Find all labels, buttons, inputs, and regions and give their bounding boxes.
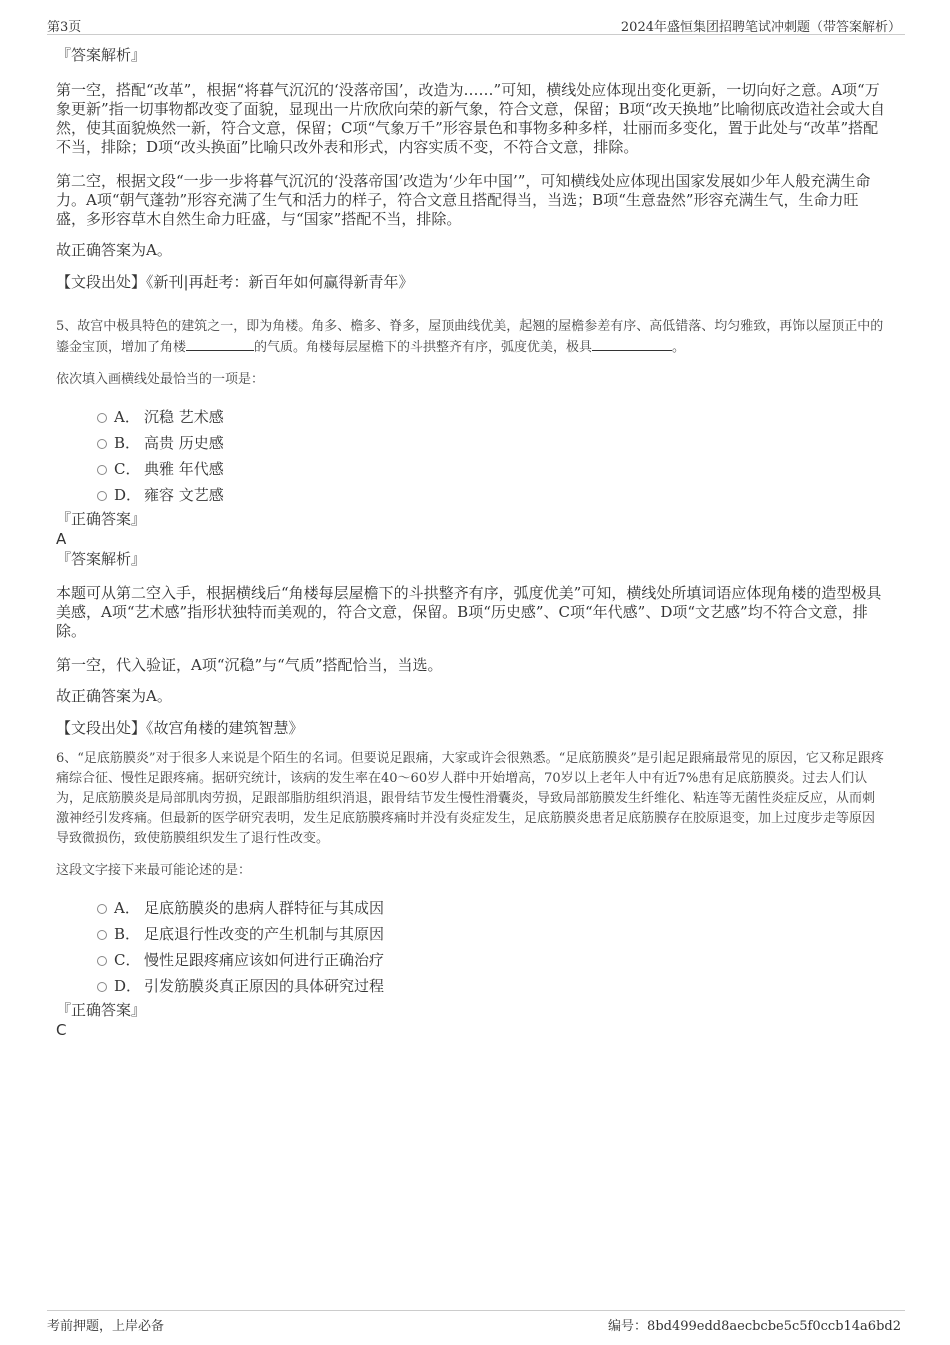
page-footer	[47, 1310, 905, 1333]
question-stem: 6、“足底筋膜炎”对于很多人来说是个陌生的名词。但要说足跟痛，大家或许会很熟悉。“足底筋膜炎”是引起足跟痛最常见的原因，它又称足跟疼痛综合征、慢性足跟疼痛。据研究统计，该病的发生率在40～60岁人群中开始增高，70岁以上老年人中有近7%患有足底筋膜炎。过去人们认为，足底筋膜炎是局部肌肉劳损，足跟部脂肪组织消退，跟骨结节发生慢性滑囊炎，导致局部筋膜发生纤维化、粘连等无菌性炎症反应，从而刺激神经引发疼痛。但最新的医学研究表明，发生足底筋膜疼痛时并没有炎症发生，足底筋膜炎患者足底筋膜存在胶原退变，加上过度步走等原因导致微损伤，致使筋膜组织发生了退行性改变。	[56, 751, 884, 846]
radio-icon[interactable]	[97, 904, 107, 914]
options-list	[56, 895, 886, 999]
options-list	[56, 404, 886, 508]
source-citation: 【文段出处】《新刊|再赶考：新百年如何赢得新青年》	[56, 273, 414, 291]
radio-icon[interactable]	[97, 956, 107, 966]
question-stem	[56, 317, 886, 358]
answer-value: C	[56, 1021, 67, 1039]
option-d[interactable]: D． 引发筋膜炎真正原因的具体研究过程	[56, 973, 886, 999]
fill-blank	[592, 337, 672, 351]
conclusion: 故正确答案为A。	[56, 241, 172, 259]
stem-text: 。	[672, 340, 686, 355]
answer-label: 『正确答案』	[56, 1001, 147, 1019]
analysis-label: 『答案解析』	[56, 46, 147, 64]
radio-icon[interactable]	[97, 439, 107, 449]
fill-blank	[186, 337, 254, 351]
radio-icon[interactable]	[97, 465, 107, 475]
radio-icon[interactable]	[97, 982, 107, 992]
option-d[interactable]: D． 雍容 文艺感	[56, 482, 886, 508]
option-a[interactable]: A． 足底筋膜炎的患病人群特征与其成因	[56, 895, 886, 921]
analysis-paragraph: 第一空，搭配“改革”，根据“将暮气沉沉的‘没落帝国’，改造为……”可知，横线处应体现出变化更新，一切向好之意。A项“万象更新”指一切事物都改变了面貌，显现出一片欣欣向荣的新气象，符合文意，保留；B项“改天换地”比喻彻底改造社会或大自然，使其面貌焕然一新，符合文意，保留；C项“气象万千”形容景色和事物多种多样，壮丽而多变化，置于此处与“改革”搭配不当，排除；D项“改头换面”比喻只改外表和形式，内容实质不变，不符合文意，排除。	[56, 81, 886, 156]
radio-icon[interactable]	[97, 930, 107, 940]
analysis-paragraph: 第二空，根据文段“一步一步将暮气沉沉的‘没落帝国’改造为‘少年中国’”，可知横线处应体现出国家发展如少年人般充满生命力。A项“朝气蓬勃”形容充满了生气和活力的样子，符合文意且搭配得当，当选；B项“生意盎然”形容充满生气，生命力旺盛，多形容草木自然生命力旺盛，与“国家”搭配不当，排除。	[56, 172, 871, 228]
option-a[interactable]: A． 沉稳 艺术感	[56, 404, 886, 430]
footer-slogan: 考前押题，上岸必备	[47, 1319, 165, 1334]
page-number: 第3页	[47, 20, 82, 35]
page-header	[47, 14, 905, 35]
source-citation: 【文段出处】《故宫角楼的建筑智慧》	[56, 719, 304, 737]
radio-icon[interactable]	[97, 413, 107, 423]
analysis-paragraph: 第一空，代入验证，A项“沉稳”与“气质”搭配恰当，当选。	[56, 656, 443, 674]
question-prompt: 依次填入画横线处最恰当的一项是：	[56, 372, 265, 387]
radio-icon[interactable]	[97, 491, 107, 501]
answer-value: A	[56, 530, 67, 548]
analysis-label: 『答案解析』	[56, 550, 147, 568]
option-c[interactable]: C． 典雅 年代感	[56, 456, 886, 482]
option-c[interactable]: C． 慢性足跟疼痛应该如何进行正确治疗	[56, 947, 886, 973]
analysis-paragraph: 本题可从第二空入手，根据横线后“角楼每层屋檐下的斗拱整齐有序，弧度优美”可知，横线处所填词语应体现角楼的造型极具美感，A项“艺术感”指形状独特而美观的，符合文意，保留。B项“历史感”、C项“年代感”、D项“文艺感”均不符合文意，排除。	[56, 584, 882, 640]
conclusion: 故正确答案为A。	[56, 687, 172, 705]
document-code: 编号：8bd499edd8aecbcbe5c5f0ccb14a6bd2	[608, 1319, 901, 1334]
question-prompt: 这段文字接下来最可能论述的是：	[56, 863, 252, 878]
document-title: 2024年盛恒集团招聘笔试冲刺题（带答案解析）	[620, 20, 901, 35]
stem-text: 的气质。角楼每层屋檐下的斗拱整齐有序，弧度优美，极具	[254, 340, 593, 355]
option-b[interactable]: B． 足底退行性改变的产生机制与其原因	[56, 921, 886, 947]
answer-label: 『正确答案』	[56, 510, 147, 528]
main-content	[56, 44, 886, 1039]
stem-text: 5、故宫中极具特色的建筑之一，即为角楼。角多、檐多、脊多，屋顶曲线优美，起翘的屋檐参差有序、高低错落、均匀雅致，再饰以屋顶正中的鎏金宝顶，增加了角楼	[56, 319, 884, 355]
option-b[interactable]: B． 高贵 历史感	[56, 430, 886, 456]
